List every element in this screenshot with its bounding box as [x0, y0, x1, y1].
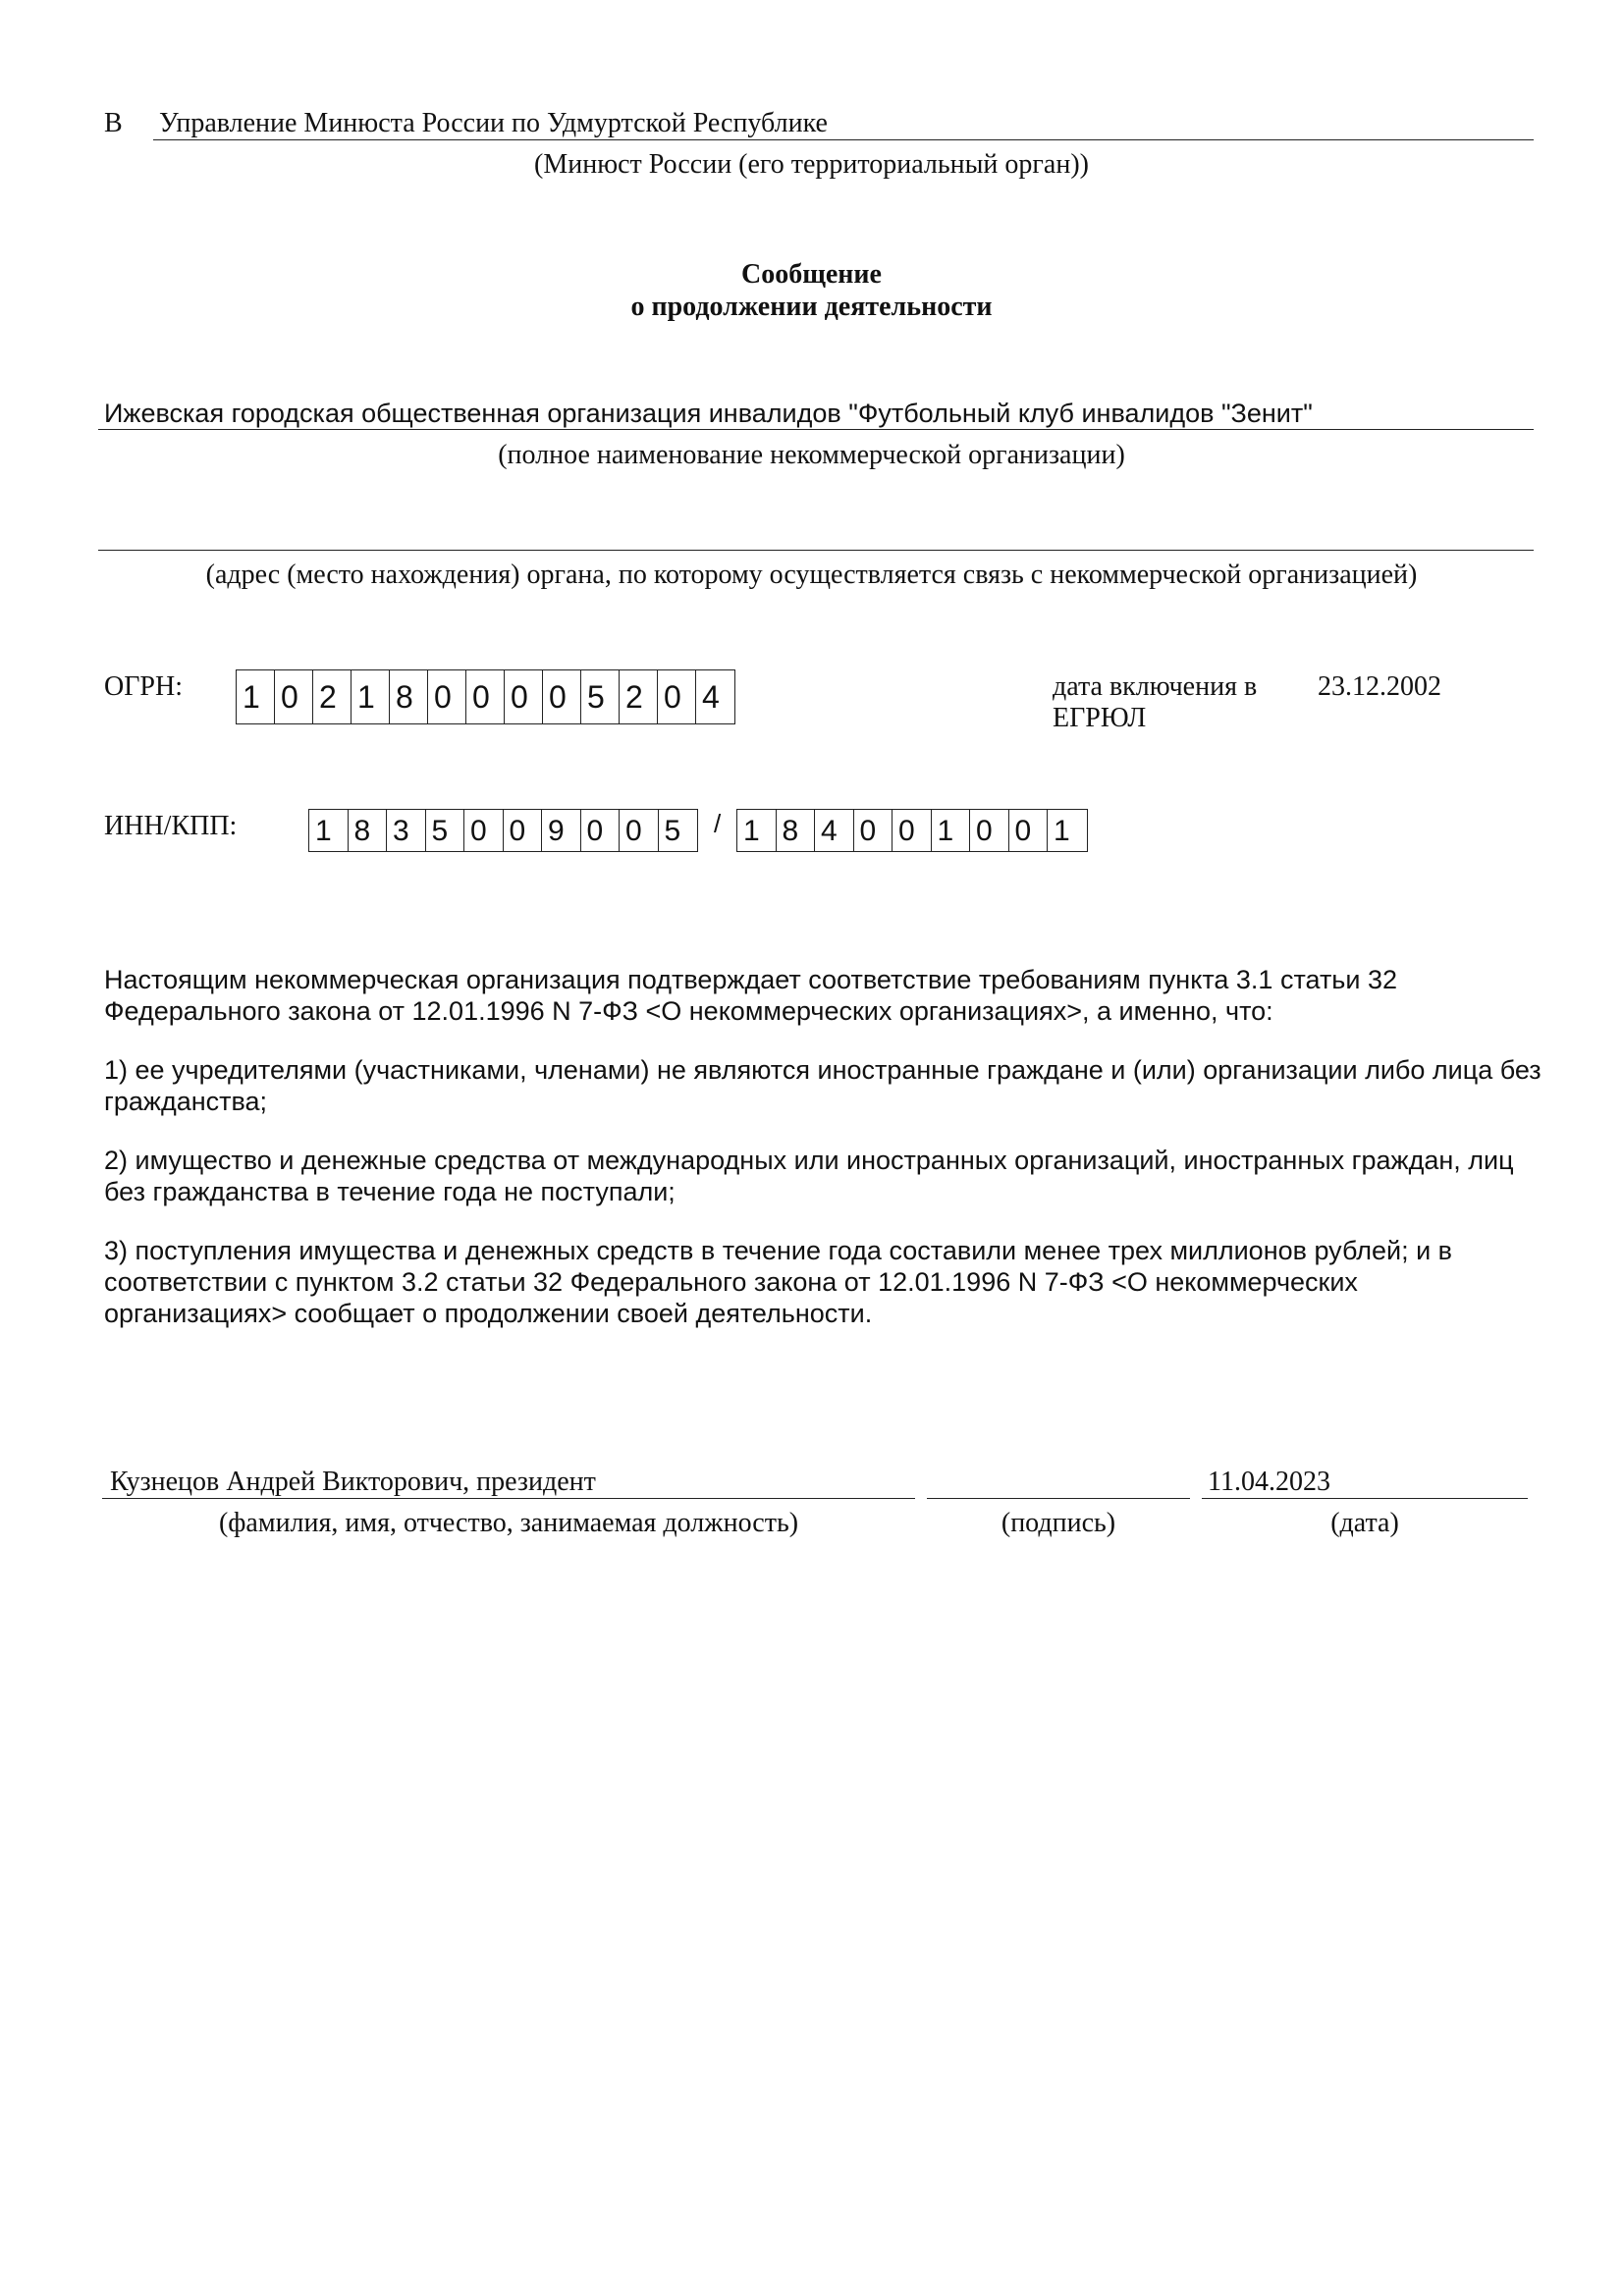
organization-address-underline — [98, 550, 1534, 551]
signature-date-caption: (дата) — [1330, 1508, 1399, 1538]
ogrn-digit-cell: 0 — [466, 670, 505, 723]
ogrn-digit-cell: 0 — [505, 670, 543, 723]
ogrn-digit-cell: 1 — [352, 670, 390, 723]
inn-digit-cell: 0 — [581, 810, 621, 851]
inn-digit-cell: 5 — [426, 810, 465, 851]
signatory-name: Кузнецов Андрей Викторович, президент — [110, 1467, 596, 1497]
signature-date: 11.04.2023 — [1208, 1467, 1330, 1497]
egrul-label-line2: ЕГРЮЛ — [1053, 703, 1147, 733]
kpp-digit-cell: 1 — [1054, 815, 1070, 847]
kpp-digit-cell: 1 — [737, 810, 777, 851]
signatory-underline — [102, 1498, 915, 1499]
inn-cells — [308, 809, 698, 852]
addressee-caption: (Минюст России (его территориальный орган)) — [534, 149, 1089, 180]
inn-digit-cell: 0 — [464, 810, 504, 851]
document-title: Сообщение — [741, 259, 882, 290]
inn-digit-cell: 1 — [309, 810, 349, 851]
kpp-digit-cell: 0 — [893, 810, 932, 851]
inn-kpp-separator: / — [714, 809, 722, 838]
signature-caption: (подпись) — [1001, 1508, 1116, 1538]
organization-address-caption: (адрес (место нахождения) органа, по которому осуществляется связь с некоммерческой организацией) — [205, 560, 1418, 590]
organization-name-caption: (полное наименование некоммерческой организации) — [498, 440, 1125, 470]
body-item-3: 3) поступления имущества и денежных средств в течение года составили менее трех миллионов рублей; и в соответствии с пунктом 3.2 статьи 32 Федерального закона от 12.01.1996 N 7-ФЗ <О некоммерческих организациях> сообщает о продолжении своей деятельности. — [104, 1236, 1453, 1328]
egrul-date: 23.12.2002 — [1318, 671, 1441, 702]
organization-name-underline — [98, 429, 1534, 430]
kpp-digit-cell: 4 — [815, 810, 854, 851]
ogrn-digit-cell: 0 — [428, 670, 466, 723]
ogrn-digit-cell: 1 — [237, 670, 275, 723]
kpp-digit-cell: 0 — [970, 810, 1009, 851]
ogrn-digit-cell: 2 — [620, 670, 658, 723]
addressee-underline — [153, 139, 1534, 140]
ogrn-label: ОГРН: — [104, 671, 183, 702]
ogrn-digit-cell: 4 — [702, 679, 720, 715]
ogrn-cells — [236, 669, 735, 724]
addressee-authority: Управление Минюста России по Удмуртской Республике — [159, 108, 828, 138]
kpp-digit-cell: 8 — [777, 810, 816, 851]
kpp-cells — [736, 809, 1088, 852]
organization-name: Ижевская городская общественная организация инвалидов "Футбольный клуб инвалидов "Зенит" — [104, 399, 1313, 428]
ogrn-digit-cell: 5 — [581, 670, 620, 723]
ogrn-digit-cell: 0 — [658, 670, 696, 723]
signature-date-underline — [1202, 1498, 1528, 1499]
kpp-digit-cell: 0 — [1009, 810, 1049, 851]
signature-underline — [927, 1498, 1190, 1499]
addressee-prefix: В — [104, 108, 123, 138]
inn-kpp-label: ИНН/КПП: — [104, 811, 238, 841]
inn-digit-cell: 9 — [542, 810, 581, 851]
kpp-digit-cell: 0 — [854, 810, 893, 851]
ogrn-digit-cell: 0 — [275, 670, 313, 723]
kpp-digit-cell: 1 — [932, 810, 971, 851]
body-item-1: 1) ее учредителями (участниками, членами) не являются иностранные граждане и (или) организации либо лица без гражданства; — [104, 1055, 1542, 1116]
ogrn-digit-cell: 0 — [543, 670, 581, 723]
body-item-2: 2) имущество и денежные средства от международных или иностранных организаций, иностранных граждан, лиц без гражданства в течение года не поступали; — [104, 1146, 1514, 1206]
inn-digit-cell: 0 — [620, 810, 659, 851]
inn-digit-cell: 0 — [504, 810, 543, 851]
ogrn-digit-cell: 8 — [390, 670, 428, 723]
inn-digit-cell: 5 — [664, 815, 681, 847]
body-intro: Настоящим некоммерческая организация подтверждает соответствие требованиям пункта 3.1 статьи 32 Федерального закона от 12.01.1996 N 7-ФЗ <О некоммерческих организациях>, а именно, что: — [104, 965, 1397, 1026]
ogrn-digit-cell: 2 — [313, 670, 352, 723]
egrul-label-line1: дата включения в — [1053, 671, 1258, 702]
inn-digit-cell: 8 — [349, 810, 388, 851]
document-subtitle: о продолжении деятельности — [630, 292, 993, 322]
inn-digit-cell: 3 — [387, 810, 426, 851]
signatory-caption: (фамилия, имя, отчество, занимаемая должность) — [218, 1508, 799, 1538]
